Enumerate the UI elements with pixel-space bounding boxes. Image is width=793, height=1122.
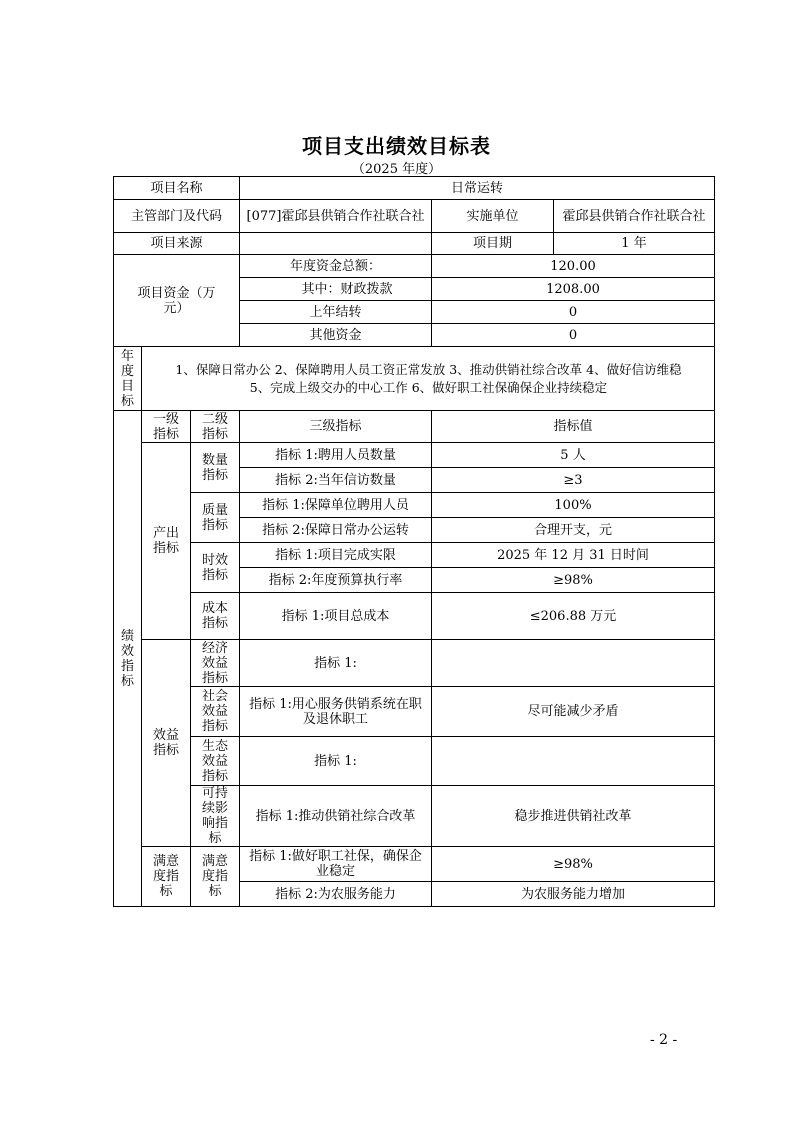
indicator-name: 指标 1:保障单位聘用人员	[240, 493, 432, 518]
social-benefit-label: 社会效益指标	[191, 687, 240, 737]
period-label: 项目期	[432, 233, 554, 255]
department-value: [077]霍邱县供销合作社联合社	[240, 200, 432, 233]
timeliness-indicators-label: 时效指标	[191, 543, 240, 593]
funds-row	[114, 255, 715, 278]
source-row	[114, 233, 715, 255]
funds-other-label: 其他资金	[240, 324, 432, 347]
output-indicators-label: 产出指标	[142, 443, 191, 640]
indicator-row	[114, 786, 715, 847]
indicator-value: 稳步推进供销社改革	[432, 786, 715, 847]
indicator-row	[114, 593, 715, 640]
funds-total-value: 120.00	[432, 255, 715, 278]
project-name-value: 日常运转	[240, 177, 715, 200]
level3-header: 三级指标	[240, 411, 432, 443]
indicator-name: 指标 1:项目总成本	[240, 593, 432, 640]
source-label: 项目来源	[114, 233, 240, 255]
indicator-value	[432, 737, 715, 786]
department-label: 主管部门及代码	[114, 200, 240, 233]
project-name-label: 项目名称	[114, 177, 240, 200]
indicator-header-row	[114, 411, 715, 443]
indicator-row	[114, 443, 715, 468]
indicator-name: 指标 1:推动供销社综合改革	[240, 786, 432, 847]
sustainable-impact-label: 可持续影响指标	[191, 786, 240, 847]
cost-indicators-label: 成本指标	[191, 593, 240, 640]
year-subtitle: （2025 年度）	[351, 162, 442, 177]
page-number: - 2 -	[650, 1032, 678, 1048]
satisfaction-sub-label: 满意度指标	[191, 847, 240, 907]
funds-total-label: 年度资金总额：	[240, 255, 432, 278]
indicator-name: 指标 1:做好职工社保，确保企业稳定	[240, 847, 432, 882]
indicator-value: 合理开支，元	[432, 518, 715, 543]
indicator-name: 指标 1:	[240, 640, 432, 687]
quality-indicators-label: 质量指标	[191, 493, 240, 543]
indicator-name: 指标 2:为农服务能力	[240, 882, 432, 907]
indicator-row	[114, 737, 715, 786]
indicator-value: 尽可能减少矛盾	[432, 687, 715, 737]
ecological-benefit-label: 生态效益指标	[191, 737, 240, 786]
implementer-label: 实施单位	[432, 200, 554, 233]
indicator-value	[432, 640, 715, 687]
performance-goal-table	[113, 176, 715, 907]
project-name-row	[114, 177, 715, 200]
funds-carryover-label: 上年结转	[240, 301, 432, 324]
value-header: 指标值	[432, 411, 715, 443]
indicator-value: 100%	[432, 493, 715, 518]
indicator-value: ≥3	[432, 468, 715, 493]
department-row	[114, 200, 715, 233]
indicator-row	[114, 493, 715, 518]
funds-carryover-value: 0	[432, 301, 715, 324]
indicator-row	[114, 687, 715, 737]
source-value	[240, 233, 432, 255]
indicator-name: 指标 1:聘用人员数量	[240, 443, 432, 468]
level2-header: 二级指标	[191, 411, 240, 443]
funds-fiscal-label: 其中：财政拨款	[240, 278, 432, 301]
page-title: 项目支出绩效目标表	[302, 134, 491, 158]
quantity-indicators-label: 数量指标	[191, 443, 240, 493]
indicator-row	[114, 847, 715, 882]
satisfaction-indicators-label: 满意度指标	[142, 847, 191, 907]
period-value: 1 年	[554, 233, 715, 255]
indicator-value: 2025 年 12 月 31 日时间	[432, 543, 715, 568]
indicator-name: 指标 2:保障日常办公运转	[240, 518, 432, 543]
indicator-name: 指标 2:当年信访数量	[240, 468, 432, 493]
annual-goal-label: 年度目标	[114, 347, 142, 411]
indicator-row	[114, 640, 715, 687]
indicator-name: 指标 2:年度预算执行率	[240, 568, 432, 593]
level1-header: 一级指标	[142, 411, 191, 443]
performance-indicators-label: 绩效指标	[114, 411, 142, 907]
funds-other-value: 0	[432, 324, 715, 347]
indicator-value: ≥98%	[432, 568, 715, 593]
indicator-value: ≤206.88 万元	[432, 593, 715, 640]
indicator-value: 为农服务能力增加	[432, 882, 715, 907]
annual-goal-line-1: 1、保障日常办公 2、保障聘用人员工资正常发放 3、推动供销社综合改革 4、做好信访维稳	[175, 361, 682, 377]
benefit-indicators-label: 效益指标	[142, 640, 191, 847]
annual-goal-row	[114, 347, 715, 411]
funds-label: 项目资金（万元）	[114, 255, 240, 347]
indicator-value: ≥98%	[432, 847, 715, 882]
indicator-name: 指标 1:项目完成实限	[240, 543, 432, 568]
funds-fiscal-value: 1208.00	[432, 278, 715, 301]
indicator-value: 5 人	[432, 443, 715, 468]
annual-goal-line-2: 5、完成上级交办的中心工作 6、做好职工社保确保企业持续稳定	[249, 379, 608, 395]
indicator-row	[114, 543, 715, 568]
implementer-value: 霍邱县供销合作社联合社	[554, 200, 715, 233]
annual-goal-text	[142, 347, 715, 411]
economic-benefit-label: 经济效益指标	[191, 640, 240, 687]
indicator-name: 指标 1:	[240, 737, 432, 786]
indicator-name: 指标 1:用心服务供销系统在职及退休职工	[240, 687, 432, 737]
